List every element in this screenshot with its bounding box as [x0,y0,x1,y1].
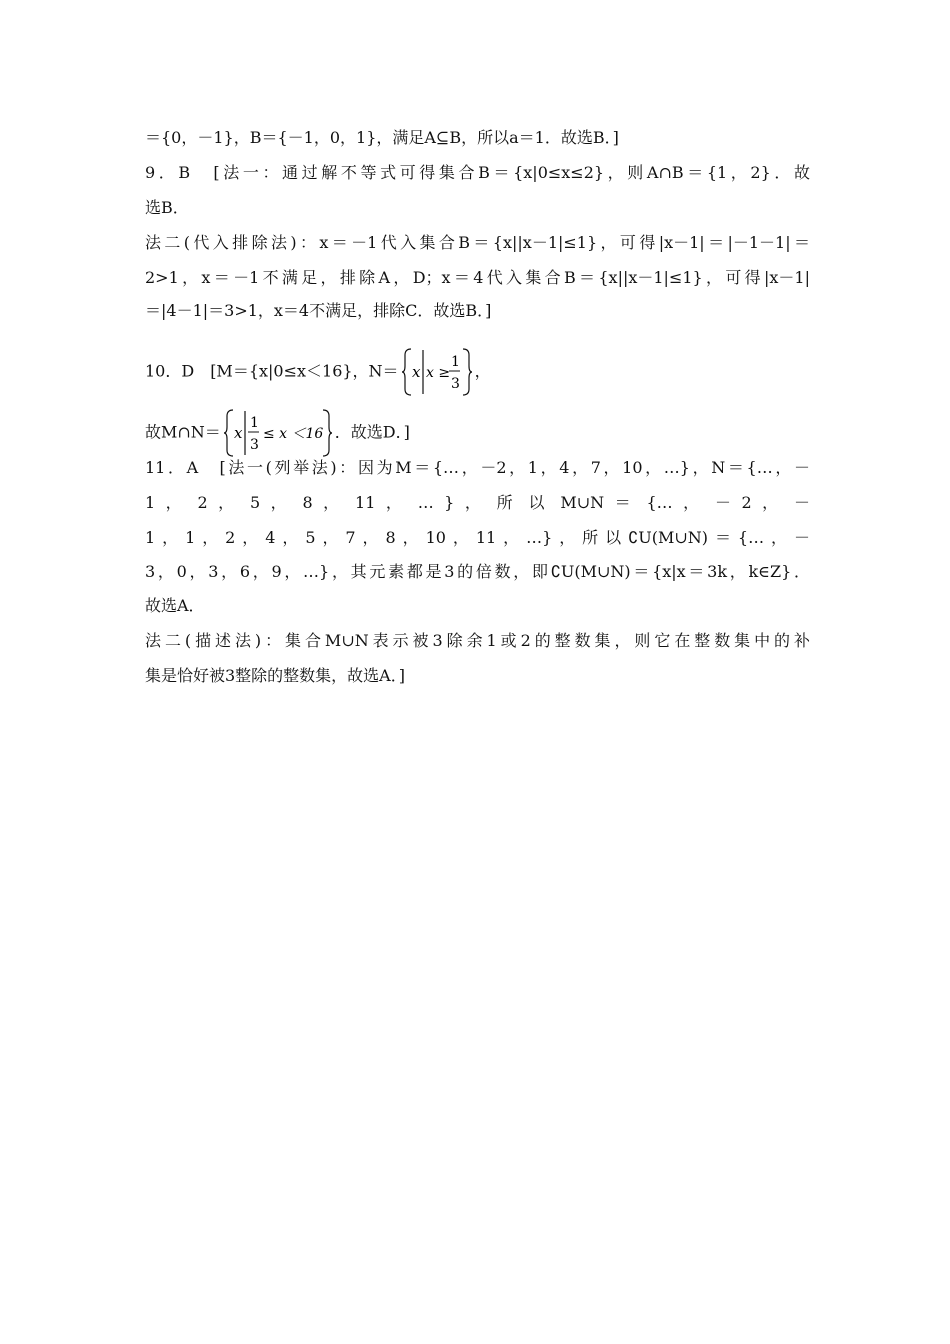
intersection-fraction-num: 1 [249,415,259,431]
set-n-formula [401,346,473,398]
text-line-1: ＝{0，－1}，B＝{－1，0，1}，满足A⊆B，所以a＝1．故选B．] [145,128,619,147]
text-line-q11-2: 1 ， 2 ， 5 ， 8 ， 11 ， … } ， 所 以 M∪N ＝ {… ， － 2 ， － [145,493,810,512]
text-line-q10 [145,346,810,398]
text-line-q9: 9．B [法一：通过解不等式可得集合B＝{x|0≤x≤2}，则A∩B＝{1，2}．故 [145,163,810,182]
text-line-q11-7: 集是恰好被3整除的整数集，故选A．] [145,666,405,685]
intersection-formula [223,407,333,459]
text-line-6: ＝|4－1|＝3>1，x＝4不满足，排除C．故选B．] [145,301,492,320]
q10-prefix: 10．D [M＝{x|0≤x＜16}，N＝ [145,361,399,381]
q10-suffix: ， [474,361,491,381]
text-line-q11-6: 法二(描述法)：集合M∪N表示被3除余1或2的整数集，则它在整数集中的补 [145,631,810,650]
intersection-fraction-den: 3 [249,437,259,453]
n-relation: x ≥ [425,365,450,381]
n-fraction-den: 3 [450,376,460,392]
intersection-var: x [233,424,243,442]
intersection-relation: ≤ x ＜16 [262,426,324,442]
text-line-3: 选B． [145,198,189,217]
text-line-q11: 11．A [法一(列举法)：因为M＝{…，－2，1，4，7，10，…}，N＝{…，－ [145,458,810,477]
q10-line2-suffix: ．故选D．] [334,422,410,442]
n-var: x [411,363,421,381]
text-line-q10-intersection [145,407,810,459]
q10-line2-prefix: 故M∩N＝ [145,422,221,442]
text-line-5: 2>1，x＝－1不满足，排除A，D；x＝4代入集合B＝{x||x－1|≤1}，可得|x－1| [145,268,810,287]
n-fraction-num: 1 [450,354,460,370]
text-line-q11-4: 3，0，3，6，9，…}，其元素都是3的倍数，即∁U(M∪N)＝{x|x＝3k，k∈Z}． [145,562,810,581]
text-line-4: 法二(代入排除法)：x＝－1代入集合B＝{x||x－1|≤1}，可得|x－1|＝|－1－1|＝ [145,233,810,252]
text-line-q11-5: 故选A． [145,596,205,615]
text-line-q11-3: 1，1，2，4，5，7，8，10，11，…}，所以∁U(M∪N)＝{…，－ [145,528,810,547]
